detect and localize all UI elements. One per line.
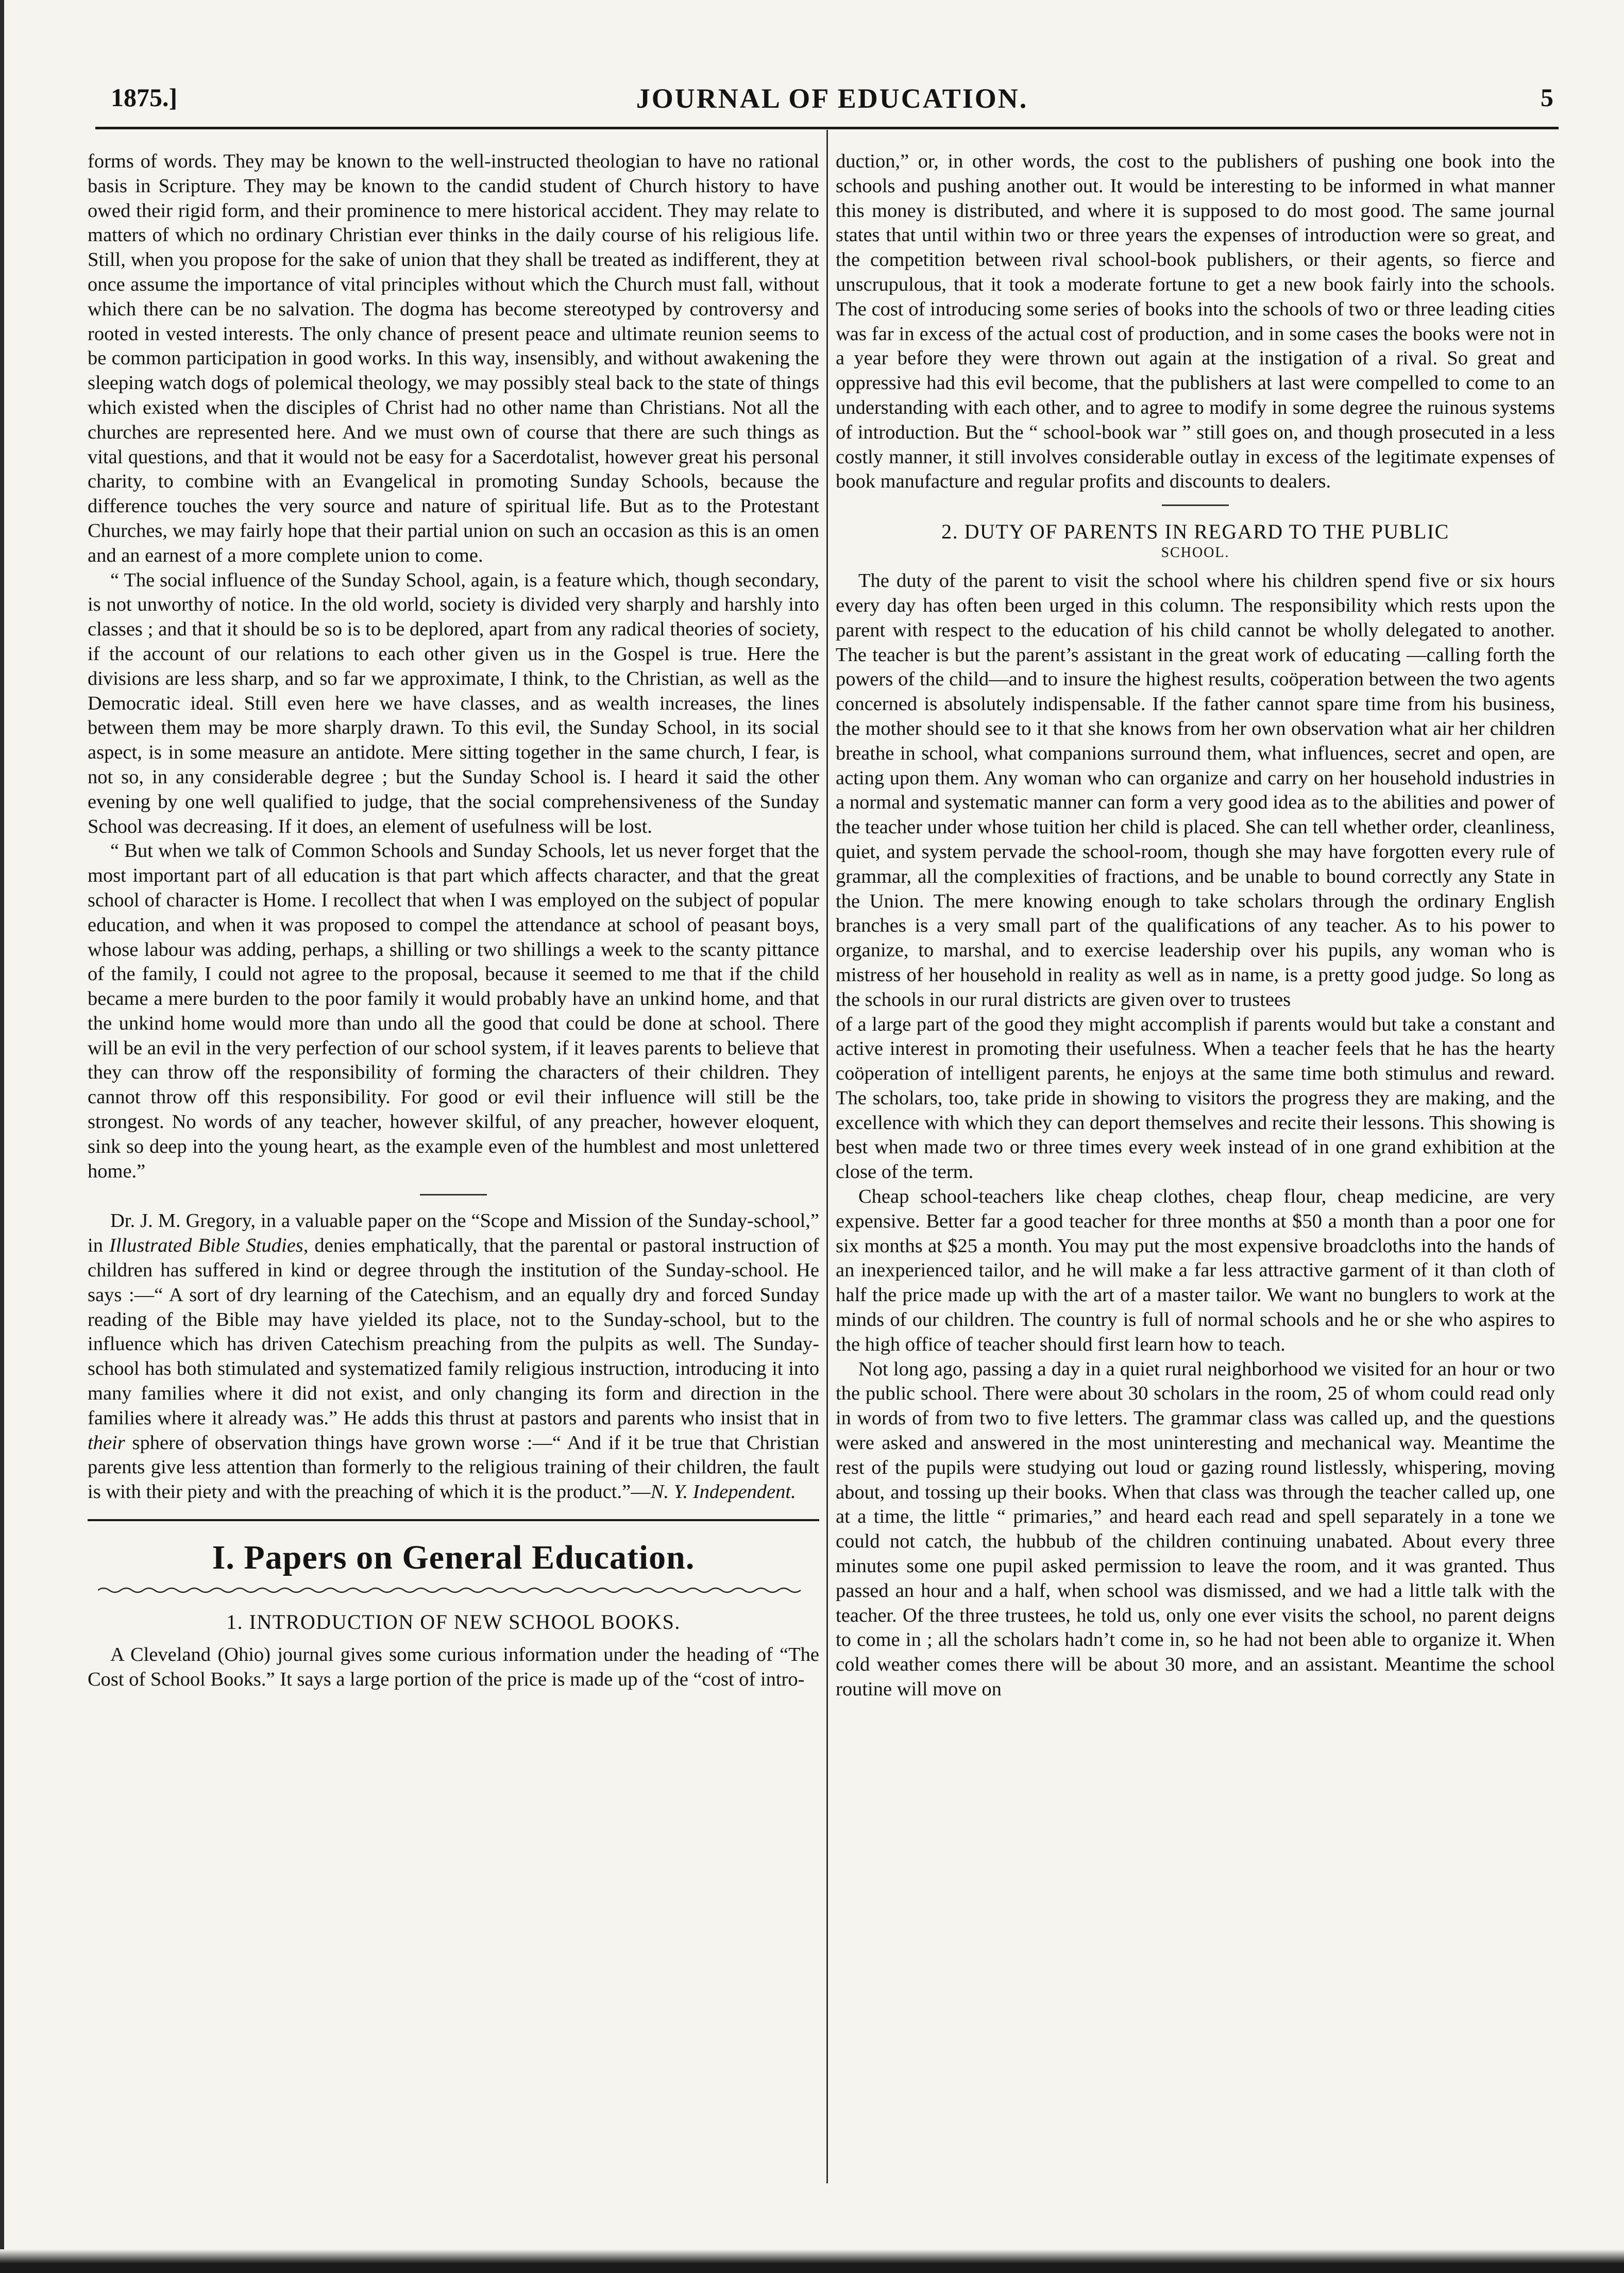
section-2-heading: 2. DUTY OF PARENTS IN REGARD TO THE PUBLIC	[941, 520, 1449, 544]
right-column	[836, 149, 1555, 1702]
gregory-italic-1: Illustrated Bible Studies	[109, 1235, 303, 1257]
header-rule	[95, 127, 1559, 129]
section-separator	[420, 1194, 487, 1196]
ornamental-squiggle-rule	[98, 1585, 809, 1595]
page-number: 5	[1541, 83, 1553, 112]
section-2-subheading: SCHOOL.	[1161, 545, 1230, 561]
header-year: 1875.]	[111, 83, 178, 112]
page-edge-shadow	[0, 0, 4, 2273]
gregory-text-1: Dr. J. M. Gregory, in a valuable paper on the “Scope and Mission of the Sunday-school,” in	[88, 1210, 819, 1257]
journal-title: JOURNAL OF EDUCATION.	[636, 83, 1028, 114]
column-divider	[826, 130, 828, 2183]
paragraph-home-education: “ But when we talk of Common Schools and Sunday Schools, let us never forget that the most important part of all education is that part which affects character, and that the great school of character is Home. I recollect that when I was employed on the subject of popular education, and when it was proposed to compel the attendance at school of peasant boys, whose labour was adding, perhaps, a shilling or two shillings a week to the scanty pittance of the family, I could not agree to the proposal, because it seemed to me that if the child became a mere burden to the poor family it would probably have an unkind home, and that the unkind home would more than undo all the good that could be done at school. There will be an evil in the very perfection of our school system, if it leaves parents to believe that they can throw off the responsibility of forming the characters of their children. They cannot throw off this responsibility. For good or evil their influence will still be the strongest. No words of any teacher, however skilful, of any preacher, however eloquent, sink so deep into the young heart, as the example even of the humblest and most unlettered home.”	[88, 840, 819, 1182]
left-column	[88, 149, 819, 1692]
gregory-text-2: , denies emphatically, that the parental or pastoral instruction of children has suffered in kind or degree through the institution of the Sunday-school. He says :—“ A sort of dry learning of the Catechism, and an equally dry and forced Sunday reading of the Bible may have yielded its place, not to the Sunday-school, but to the influence which has driven Catechism preaching from the pulpits as well. The Sunday-school has both stimulated and systematized family religious instruction, introducing it into many families where it did not exist, and only changing its form and direction in the families where it already was.” He adds this thrust at pastors and parents who insist that in	[88, 1235, 819, 1429]
paragraph-introduction-costs: duction,” or, in other words, the cost to the publishers of pushing one book into the schools and pushing another out. It would be interesting to be informed in what manner this money is distributed, and where it is supposed to do most good. The same journal states that until within two or three years the expenses of introduction were so great, and the competition between rival school-book publishers, or their agents, so fierce and unscrupulous, that it took a moderate fortune to get a new book fairly into the schools. The cost of introducing some series of books into the schools of two or three leading cities was far in excess of the actual cost of production, and in some cases the books were not in a year before they were thrown out again at the instigation of a rival. So great and oppressive had this evil become, that the publishers at last were compelled to come to an understanding with each other, and to agree to modify in some degree the ruinous systems of introduction. But the “ school-book war ” still goes on, and though prosecuted in a less costly manner, it still involves considerable outlay in excess of the legitimate expenses of book manufacture and regular profits and discounts to dealers.	[836, 150, 1555, 493]
paragraph-parents-interest: of a large part of the good they might accomplish if parents would but take a constant and active interest in promoting their usefulness. When a teacher feels that he has the hearty coöperation of intelligent parents, he enjoys at the same time both stimulus and reward. The scholars, too, take pride in showing to visitors the progress they are making, and the excellence with which they can deport themselves and recite their lessons. This showing is best when made two or three times every week instead of in one grand exhibition at the close of the term.	[836, 1013, 1555, 1183]
paragraph-rural-visit: Not long ago, passing a day in a quiet rural neighborhood we visited for an hour or two the public school. There were about 30 scholars in the room, 25 of whom could read only in words of from two to five letters. The grammar class was called up, and the questions were asked and answered in the most uninteresting and mechanical way. Meantime the rest of the pupils were studying out loud or gazing round listlessly, whispering, moving about, and tossing up their books. When that class was through the teacher called up, one at a time, the little “ primaries,” and heard each read and spell separately in a tone we could not catch, the hubbub of the children continuing unabated. About every three minutes some one pupil asked permission to leave the room, and it was granted. Thus passed an hour and a half, when school was dismissed, and we had a little talk with the teacher. Of the three trustees, he told us, only one ever visits the school, no parent deigns to come in ; all the scholars hadn’t come in, so he had not been able to organize it. When cold weather comes there will be about 30 more, and an assistant. Meantime the school routine will move on	[836, 1358, 1555, 1700]
paragraph-social-influence: “ The social influence of the Sunday School, again, is a feature which, though secondary, is not unworthy of notice. In the old world, society is divided very sharply and harshly into classes ; and that it should be so is to be deplored, apart from any radical theories of society, if the account of our relations to each other given us in the Gospel is true. Here the divisions are less sharp, and so far we approximate, I think, to the Christian, as well as the Democratic ideal. Still even here we have classes, and as wealth increases, the lines between them may be more sharply drawn. To this evil, the Sunday School, in its social aspect, is in some measure an antidote. Mere sitting together in the same church, I fear, is not so, in any considerable degree ; but the Sunday School is. I heard it said the other evening by one well qualified to judge, that the social comprehensiveness of the Sunday School was decreasing. If it does, an element of usefulness will be lost.	[88, 569, 819, 837]
gregory-source: N. Y. Independent.	[650, 1481, 796, 1503]
papers-top-rule	[88, 1519, 819, 1521]
section-1-heading: 1. INTRODUCTION OF NEW SCHOOL BOOKS.	[226, 1610, 681, 1634]
paragraph-creeds: forms of words. They may be known to the well-instructed theologian to have no rational basis in Scripture. They may be known to the candid student of Church history to have owed their rigid form, and their prominence to mere historical accident. They may relate to matters of which no ordinary Christian ever thinks in the daily course of his religious life. Still, when you propose for the sake of union that they shall be treated as indifferent, they at once assume the importance of vital principles without which the Church must fall, without which there can be no salvation. The dogma has become stereotyped by controversy and rooted in vested interests. The only chance of present peace and ultimate reunion seems to be common participation in good works. In this way, insensibly, and without awakening the sleeping watch dogs of polemical theology, we may possibly steal back to the state of things which existed when the disciples of Christ had no other name than Christians. Not all the churches are represented here. And we must own of course that there are such things as vital questions, and that it would not be easy for a Sacerdotalist, however great his personal charity, to combine with an Evangelical in promoting Sunday Schools, because the difference touches the very source and nature of spiritual life. But as to the Protestant Churches, we may fairly hope that their partial union on such an occasion as this is an omen and an earnest of a more complete union to come.	[88, 150, 819, 566]
paragraph-gregory	[88, 1209, 819, 1505]
papers-heading: I. Papers on General Education.	[212, 1539, 695, 1577]
section-separator	[1162, 504, 1229, 506]
paragraph-school-books: A Cleveland (Ohio) journal gives some curious information under the heading of “The Cost of School Books.” It says a large portion of the price is made up of the “cost of intro-	[88, 1644, 819, 1690]
page-bottom-shadow	[0, 2249, 1624, 2273]
gregory-text-3: sphere of observation things have grown worse :—“ And if it be true that Christian parents give less attention than formerly to the religious training of their children, the fault is with their piety and with the preaching of which it is the product.”—	[88, 1432, 819, 1503]
paragraph-duty-of-parents: The duty of the parent to visit the school where his children spend five or six hours every day has often been urged in this column. The responsibility which rests upon the parent with respect to the education of his child cannot be wholly delegated to another. The teacher is but the parent’s assistant in the great work of educating —calling forth the powers of the child—and to insure the highest results, coöperation between the two agents concerned is absolutely indispensable. If the father cannot spare time from his business, the mother should see to it that she knows from her own observation what air her children breathe in school, what companions surround them, what influences, secret and open, are acting upon them. Any woman who can organize and carry on her household industries in a normal and systematic manner can form a very good idea as to the abilities and power of the teacher under whose tuition her child is placed. She can tell whether order, cleanliness, quiet, and system pervade the school-room, though she may have forgotten every rule of grammar, all the complexities of fractions, and be unable to bound correctly any State in the Union. The mere knowing enough to take scholars through the ordinary English branches is a very small part of the qualifications of any teacher. As to his power to organize, to marshal, and to exercise leadership over his pupils, any woman who is mistress of her household in reality as well as in name, is a pretty good judge. So long as the schools in our rural districts are given over to trustees	[836, 570, 1555, 1011]
gregory-italic-2: their	[88, 1432, 125, 1454]
running-header	[111, 82, 1553, 119]
paragraph-cheap-teachers: Cheap school-teachers like cheap clothes, cheap flour, cheap medicine, are very expensive. Better far a good teacher for three months at $50 a month than a poor one for six months at $25 a month. You may put the most expensive broadcloths into the hands of an inexperienced tailor, and he will make a far less attractive garment of it than cloth of half the price made up with the art of a master tailor. We want no bunglers to work at the minds of our children. The country is full of normal schools and he or she who aspires to the high office of teacher should first learn how to teach.	[836, 1186, 1555, 1355]
